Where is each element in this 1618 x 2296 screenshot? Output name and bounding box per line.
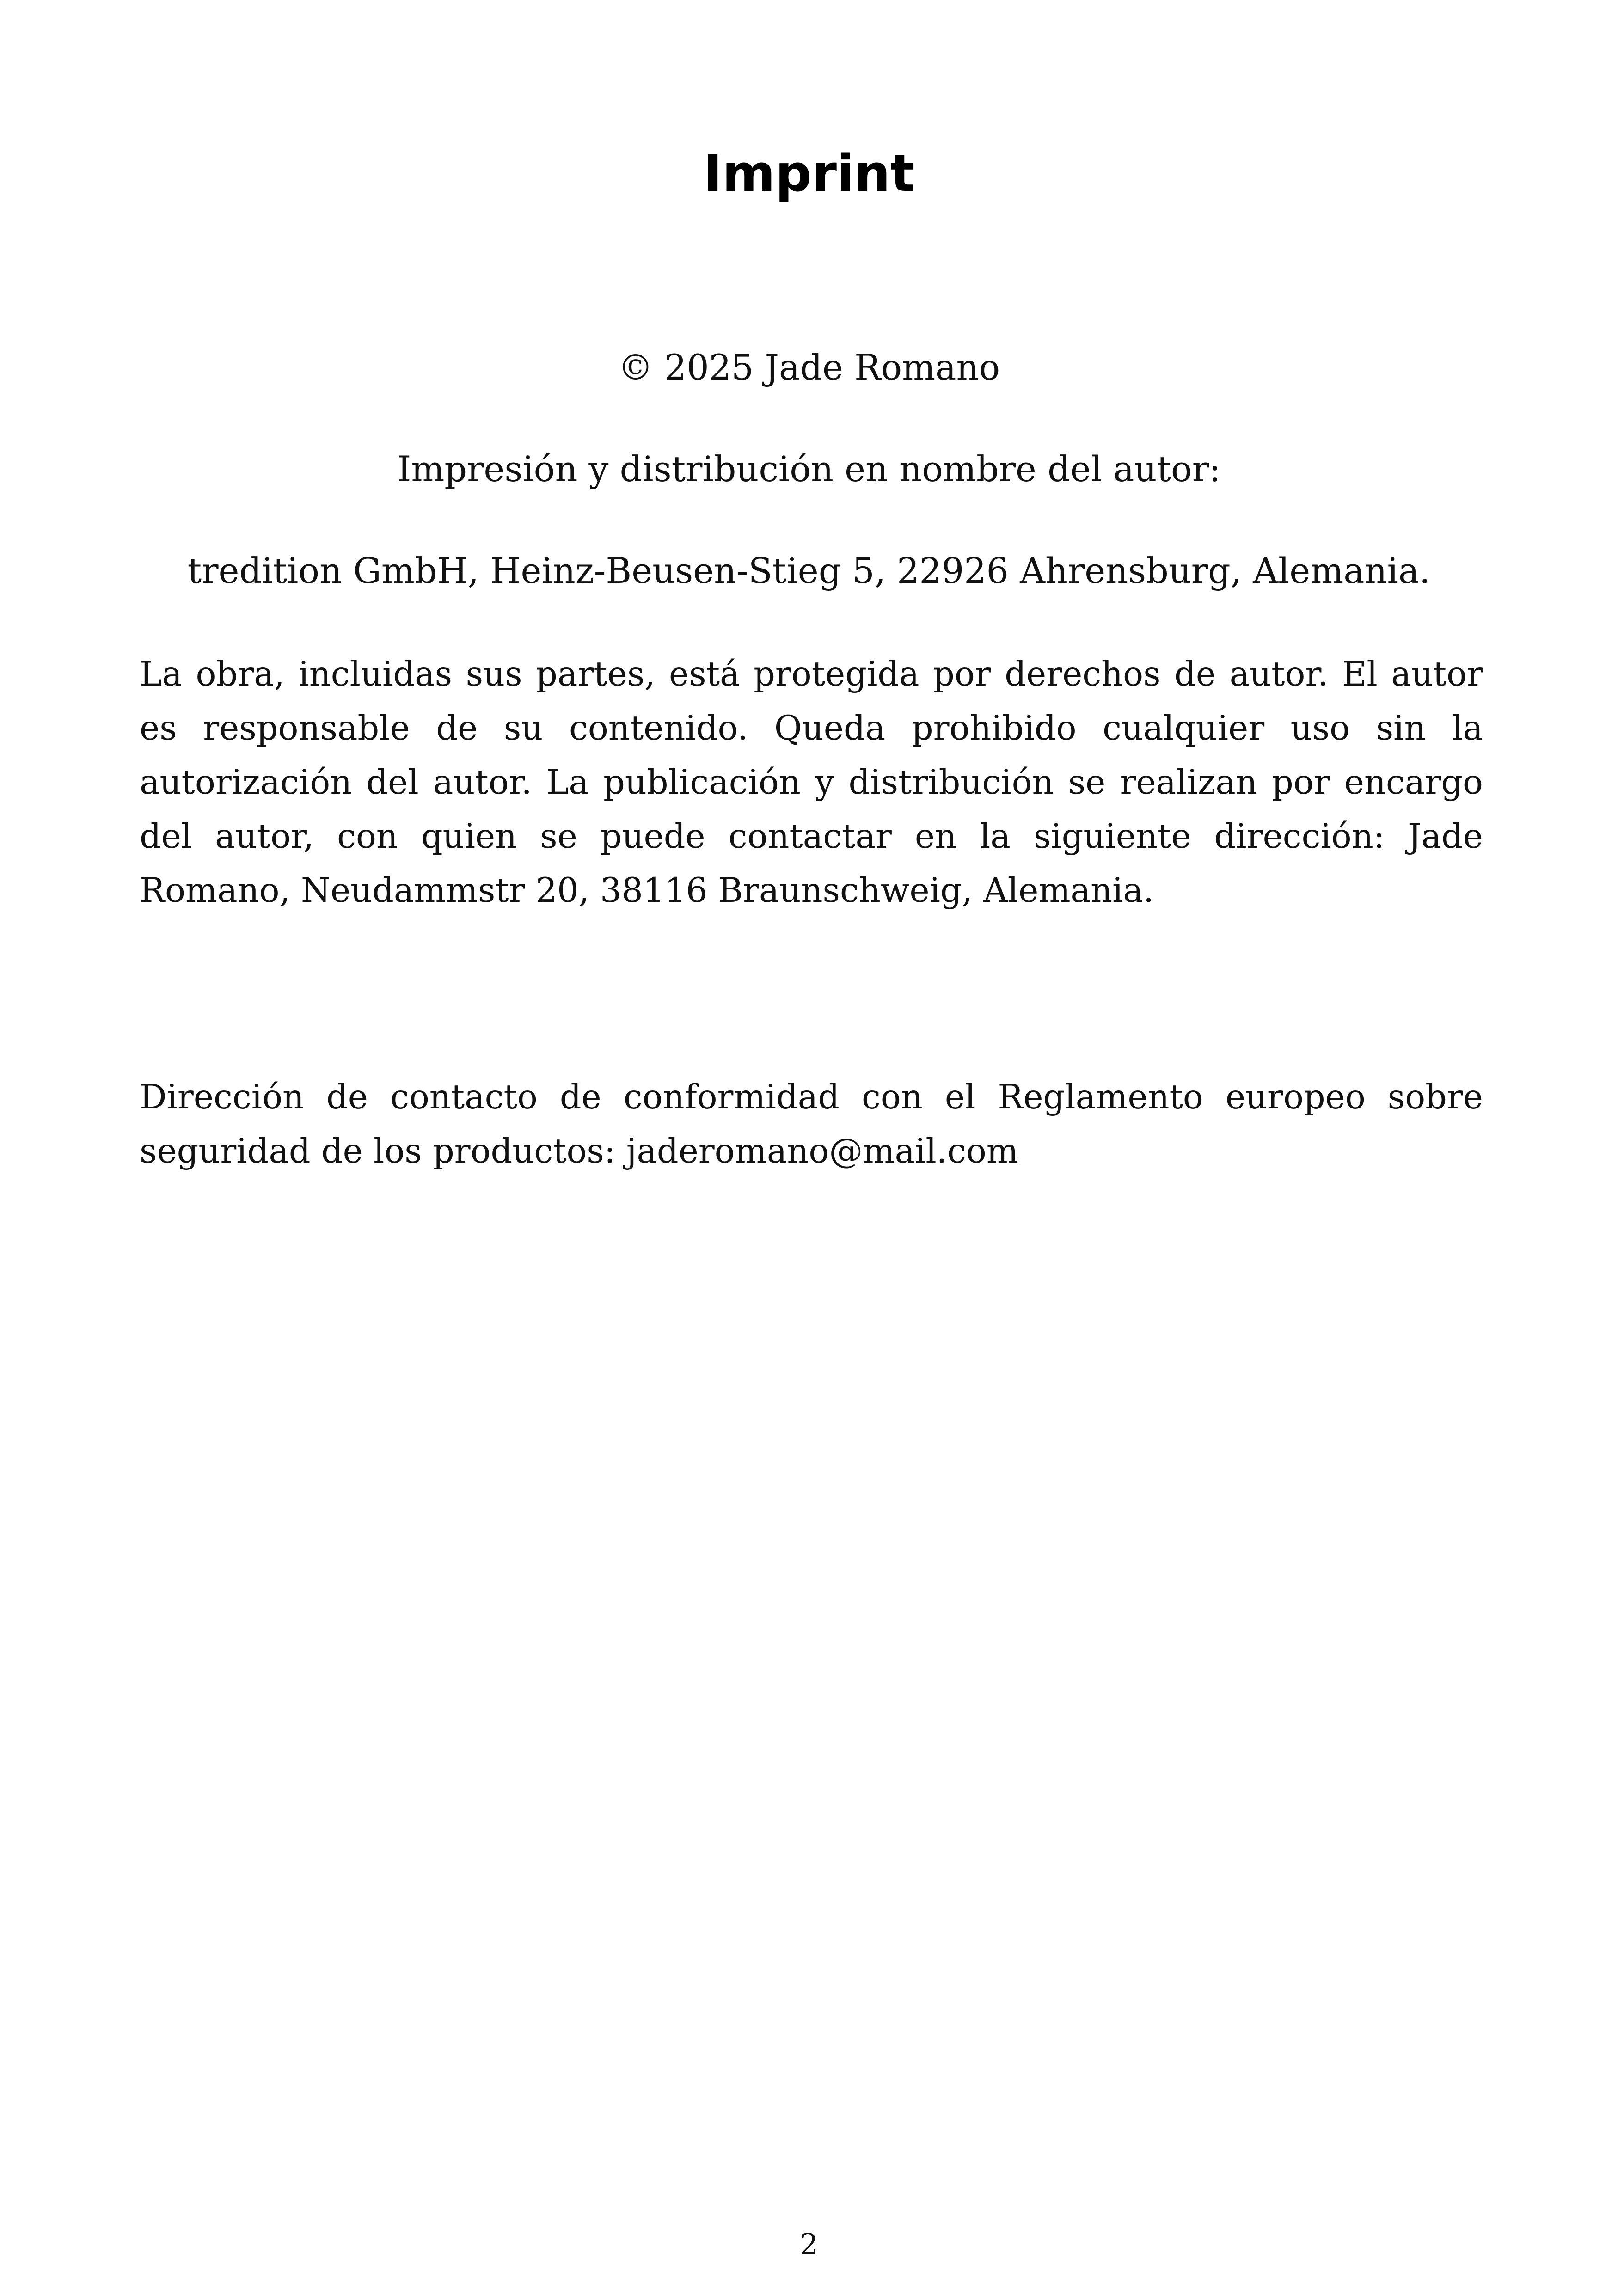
safety-contact-paragraph: Dirección de contacto de conformidad con el Reglamento europeo sobre seguridad de los productos: jaderomano@mail.com bbox=[140, 1078, 1483, 1171]
printing-distribution-line: Impresión y distribución en nombre del autor: bbox=[397, 448, 1221, 490]
publisher-address-line: tredition GmbH, Heinz-Beusen-Stieg 5, 22926 Ahrensburg, Alemania. bbox=[187, 550, 1431, 591]
page-number: 2 bbox=[800, 2227, 818, 2261]
page-title: Imprint bbox=[703, 144, 915, 203]
copyright-line: © 2025 Jade Romano bbox=[618, 347, 1000, 388]
rights-paragraph: La obra, incluidas sus partes, está protegida por derechos de autor. El autor es responsable de su contenido. Queda prohibido cualquier uso sin la autorización del autor. La publicación y distribución se realizan por encargo del autor, con quien se puede contactar en la siguiente dirección: Jade Romano, Neudammstr 20, 38116 Braunschweig, Alemania. bbox=[140, 655, 1483, 910]
